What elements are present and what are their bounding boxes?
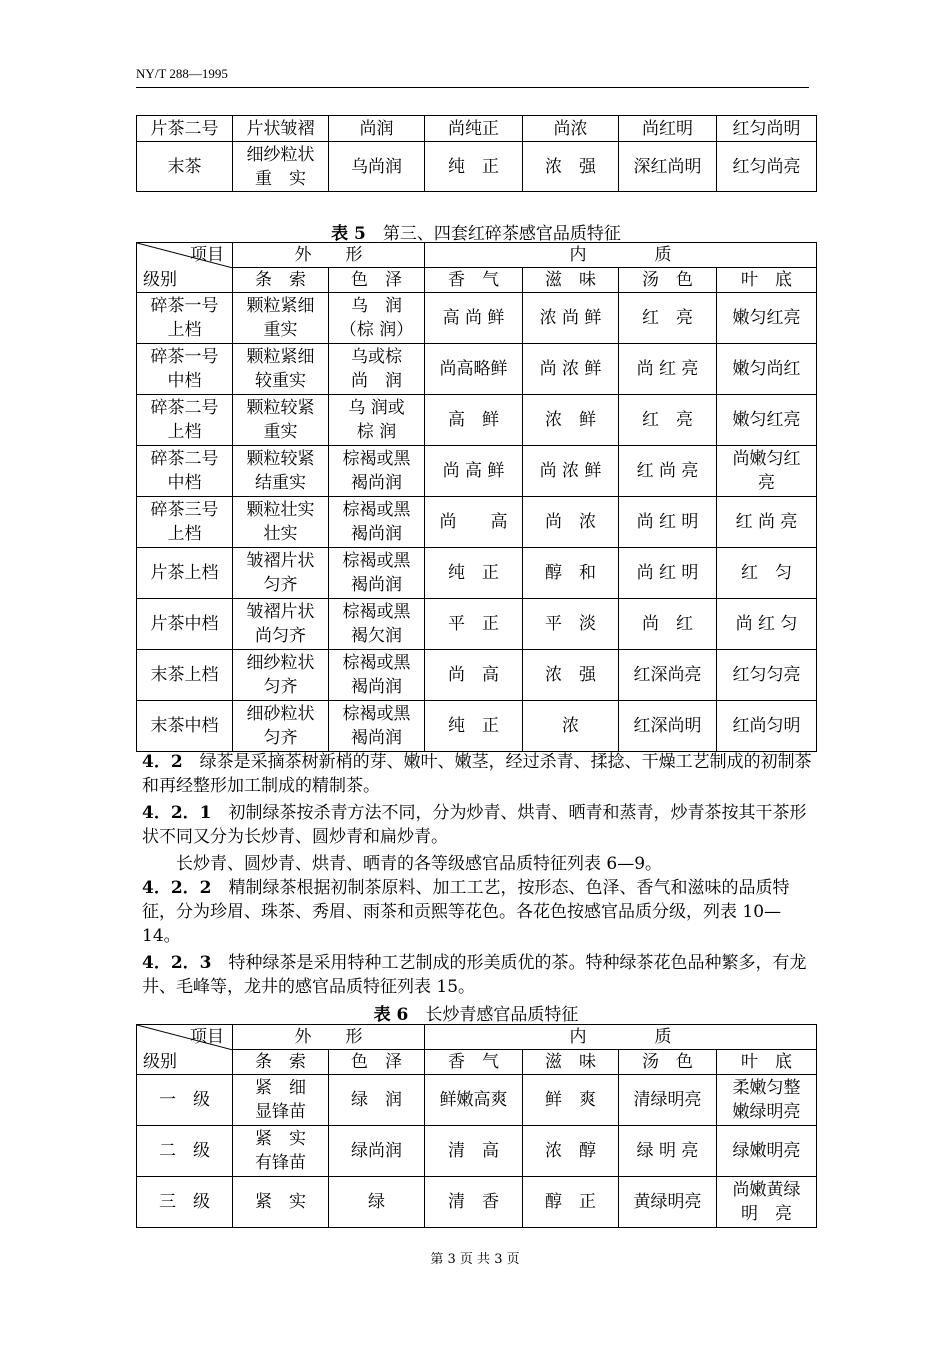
table-cell: 乌 润或 棕 润 [329,395,425,446]
table-cell: 尚 浓 鲜 [523,344,619,395]
table-cell: 绿 明 亮 [619,1126,717,1177]
table-cell: 片状皱褶 [233,116,329,142]
row-grade-cell: 碎茶二号 中档 [137,446,233,497]
table-cell: 尚嫩匀红 亮 [717,446,817,497]
paragraph-4-2-2 [142,876,812,948]
subheader-liquor: 汤 色 [619,268,717,293]
table-row [137,650,817,701]
table-cell: 浓 尚 鲜 [523,293,619,344]
corner-label-grade: 级别 [143,270,177,290]
table-cell: 红 尚 亮 [717,497,817,548]
table-cell: 绿嫩明亮 [717,1126,817,1177]
document-id: NY/T 288—1995 [136,66,228,81]
table-cell: 皱褶片状 尚匀齐 [233,599,329,650]
table-cell: 颗粒较紧 结重实 [233,446,329,497]
table-row [137,548,817,599]
row-grade-cell: 末茶上档 [137,650,233,701]
table-cell: 醇 和 [523,548,619,599]
table-cell: 棕褐或黑 褐尚润 [329,548,425,599]
corner-label-items: 项目 [190,1027,224,1047]
subheader-leaf: 叶 底 [717,1050,817,1075]
table-cell: 红匀匀亮 [717,650,817,701]
row-grade-cell: 片茶上档 [137,548,233,599]
table-cell: 绿 润 [329,1075,425,1126]
table-cell: 棕褐或黑 褐尚润 [329,497,425,548]
subheader-aroma: 香 气 [425,268,523,293]
table-cell: 清绿明亮 [619,1075,717,1126]
table-cell: 浓 [523,701,619,752]
corner-label-grade: 级别 [143,1052,177,1072]
table-cell: 红匀尚亮 [717,142,817,192]
table-cell: 鲜 爽 [523,1075,619,1126]
table-cell: 红 亮 [619,293,717,344]
table-cell: 浓 醇 [523,1126,619,1177]
table-cell: 平 淡 [523,599,619,650]
paragraph-text: 长炒青、圆炒青、烘青、晒青的各等级感官品质特征列表 6—9。 [142,854,663,874]
table-cell: 柔嫩匀整 嫩绿明亮 [717,1075,817,1126]
table-row [137,446,817,497]
table-cell: 颗粒紧细 较重实 [233,344,329,395]
table-row [137,293,817,344]
paragraph-4-2 [142,750,812,798]
row-grade-cell: 片茶二号 [137,116,233,142]
table-cell: 紧 细 显锋苗 [233,1075,329,1126]
section-number: 4．2 [142,752,183,772]
table-cell: 嫩匀尚红 [717,344,817,395]
table5-corner-cell [137,243,233,293]
table-cell: 红尚匀明 [717,701,817,752]
table-row [137,142,817,192]
section-number: 4．2．2 [142,878,212,898]
row-grade-cell: 碎茶一号 中档 [137,344,233,395]
table-cell: 尚 高 [425,650,523,701]
group-header-appearance: 外 形 [233,243,425,268]
section-number: 4．2．1 [142,803,212,823]
table-cell: 尚 高 鲜 [425,446,523,497]
table-cell: 细砂粒状 匀齐 [233,701,329,752]
table-cell: 棕褐或黑 褐欠润 [329,599,425,650]
page-footer: 第 3 页 共 3 页 [430,1252,520,1267]
table-cell: 紧 实 [233,1177,329,1228]
table6-caption-title: 长炒青感官品质特征 [425,1005,579,1025]
table-row [137,1075,817,1126]
table6-caption-label: 表 6 [373,1005,409,1025]
paragraph-table-ref [142,852,812,876]
table-cell: 黄绿明亮 [619,1177,717,1228]
table-cell: 尚 高 [425,497,523,548]
row-grade-cell: 末茶 [137,142,233,192]
table-cell: 颗粒紧细 重实 [233,293,329,344]
table-cell: 乌 润 （棕 润） [329,293,425,344]
table-cell: 尚 浓 鲜 [523,446,619,497]
table-cell: 红深尚亮 [619,650,717,701]
table-cell: 红 尚 亮 [619,446,717,497]
table6-corner-cell [137,1025,233,1075]
row-grade-cell: 三 级 [137,1177,233,1228]
row-grade-cell: 二 级 [137,1126,233,1177]
table-cell: 纯 正 [425,142,523,192]
table-continued [136,115,817,192]
table-cell: 浓 强 [523,142,619,192]
subheader-color: 色 泽 [329,268,425,293]
table-cell: 尚 红 [619,599,717,650]
paragraph-text: 特种绿茶是采用特种工艺制成的形美质优的茶。特种绿茶花色品种繁多，有龙井、毛峰等，龙井的感官品质特征列表 15。 [142,953,807,997]
group-header-inner-quality: 内 质 [425,1025,817,1050]
table5 [136,242,817,752]
subheader-aroma: 香 气 [425,1050,523,1075]
table-cell: 清 香 [425,1177,523,1228]
table-cell: 浓 强 [523,650,619,701]
subheader-strip: 条 索 [233,1050,329,1075]
table-cell: 红 亮 [619,395,717,446]
paragraph-text: 绿茶是采摘茶树新梢的芽、嫩叶、嫩茎，经过杀青、揉捻、干燥工艺制成的初制茶和再经整形加工制成的精制茶。 [142,752,812,796]
row-grade-cell: 末茶中档 [137,701,233,752]
row-grade-cell: 碎茶三号 上档 [137,497,233,548]
table-cell: 浓 鲜 [523,395,619,446]
table-cell: 尚 红 亮 [619,344,717,395]
table-cell: 细纱粒状 匀齐 [233,650,329,701]
subheader-leaf: 叶 底 [717,268,817,293]
table-cell: 皱褶片状 匀齐 [233,548,329,599]
table-cell: 尚红明 [619,116,717,142]
subheader-taste: 滋 味 [523,1050,619,1075]
row-grade-cell: 一 级 [137,1075,233,1126]
table-row [137,116,817,142]
table-row [137,344,817,395]
table-cell: 尚高略鲜 [425,344,523,395]
table6-body [137,1075,817,1228]
table-cell: 红深尚明 [619,701,717,752]
table5-caption [136,219,816,244]
table-cell: 乌或棕 尚 润 [329,344,425,395]
table-row [137,1177,817,1228]
table5-caption-label: 表 5 [331,224,366,244]
table6 [136,1024,817,1228]
table-cell: 绿 [329,1177,425,1228]
table-cell: 高 尚 鲜 [425,293,523,344]
group-header-appearance: 外 形 [233,1025,425,1050]
table-cell: 纯 正 [425,701,523,752]
row-grade-cell: 片茶中档 [137,599,233,650]
paragraph-text: 精制绿茶根据初制茶原料、加工工艺，按形态、色泽、香气和滋味的品质特征，分为珍眉、珠茶、秀眉、雨茶和贡熙等花色。各花色按感官品质分级，列表 10—14。 [142,878,790,946]
table-row [137,395,817,446]
table-cell: 纯 正 [425,548,523,599]
table-cell: 尚纯正 [425,116,523,142]
table-cell: 尚 浓 [523,497,619,548]
table-cell: 紧 实 有锋苗 [233,1126,329,1177]
table-row [137,497,817,548]
row-grade-cell: 碎茶二号 上档 [137,395,233,446]
subheader-liquor: 汤 色 [619,1050,717,1075]
table-cell: 红匀尚明 [717,116,817,142]
paragraph-4-2-3 [142,951,812,999]
table-cell: 棕褐或黑 褐尚润 [329,701,425,752]
table-cell: 尚浓 [523,116,619,142]
table-cell: 尚嫩黄绿 明 亮 [717,1177,817,1228]
subheader-taste: 滋 味 [523,268,619,293]
table-cell: 尚润 [329,116,425,142]
header-rule [136,87,809,88]
table5-caption-title: 第三、四套红碎茶感官品质特征 [382,224,621,244]
paragraph-text: 初制绿茶按杀青方法不同，分为炒青、烘青、晒青和蒸青，炒青茶按其干茶形状不同又分为长炒青、圆炒青和扁炒青。 [142,803,807,847]
table5-body [137,293,817,752]
table-cell: 绿尚润 [329,1126,425,1177]
table-cell: 深红尚明 [619,142,717,192]
subheader-strip: 条 索 [233,268,329,293]
table-cell: 红 匀 [717,548,817,599]
table-cell: 颗粒较紧 重实 [233,395,329,446]
table-row [137,701,817,752]
table-cell: 嫩匀红亮 [717,293,817,344]
corner-label-items: 项目 [190,245,224,265]
subheader-color: 色 泽 [329,1050,425,1075]
table-cell: 颗粒壮实 壮实 [233,497,329,548]
table-cell: 棕褐或黑 褐尚润 [329,650,425,701]
table-row [137,599,817,650]
table-cell: 平 正 [425,599,523,650]
table-cell: 乌尚润 [329,142,425,192]
table-row [137,1126,817,1177]
table-continued-body [137,116,817,192]
table-cell: 醇 正 [523,1177,619,1228]
paragraph-4-2-1 [142,801,812,849]
group-header-inner-quality: 内 质 [425,243,817,268]
table-cell: 鲜嫩高爽 [425,1075,523,1126]
table-cell: 嫩匀红亮 [717,395,817,446]
section-number: 4．2．3 [142,953,212,973]
table-cell: 棕褐或黑 褐尚润 [329,446,425,497]
table-cell: 清 高 [425,1126,523,1177]
table6-caption [136,1000,816,1025]
table-cell: 尚 红 明 [619,548,717,599]
table-cell: 尚 红 明 [619,497,717,548]
table-cell: 尚 红 匀 [717,599,817,650]
table-cell: 细纱粒状 重 实 [233,142,329,192]
row-grade-cell: 碎茶一号 上档 [137,293,233,344]
table-cell: 高 鲜 [425,395,523,446]
